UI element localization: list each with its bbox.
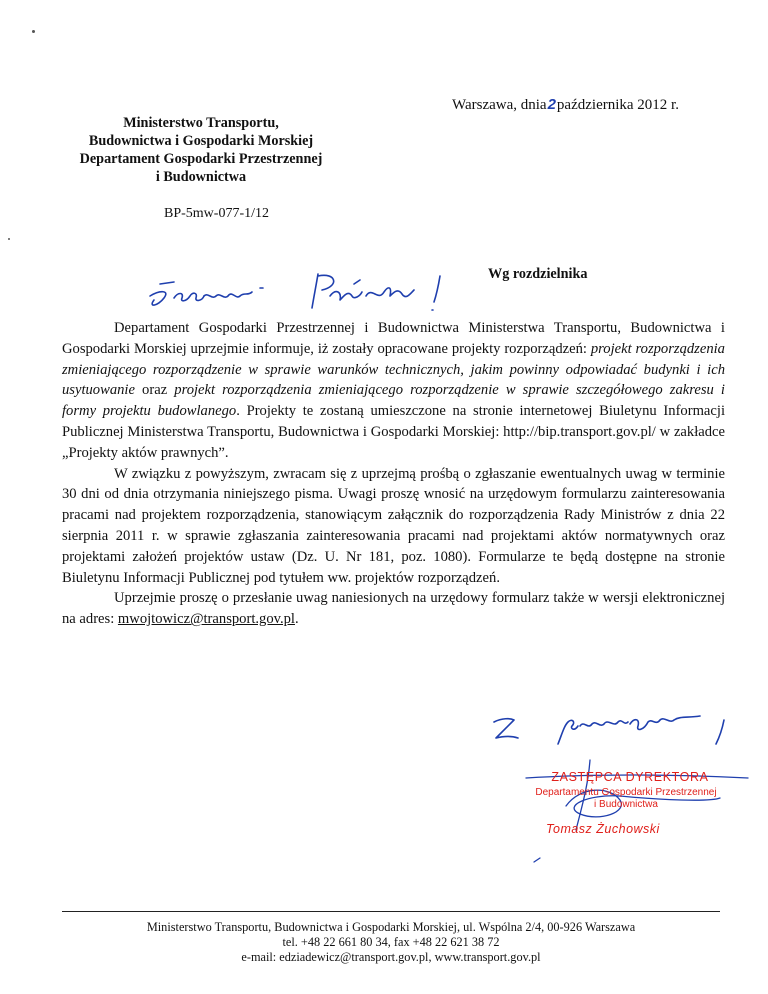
stamp-dept-line-2: i Budownictwa	[594, 799, 658, 810]
handwritten-greeting	[140, 266, 470, 316]
stamp-dept-line-1: Departamentu Gospodarki Przestrzennej	[535, 787, 717, 798]
sender-line-2: Budownictwa i Gospodarki Morskiej	[88, 133, 314, 149]
sender-line-3: Departament Gospodarki Przestrzennej	[79, 151, 323, 167]
body-p1-text-b: oraz	[134, 382, 175, 399]
email-link[interactable]: mwojtowicz@transport.gov.pl	[117, 611, 295, 628]
footer-line-2: tel. +48 22 661 80 34, fax +48 22 621 38 72	[282, 935, 500, 949]
body-paragraph-2: W związku z powyższym, zwracam się z uprzejmą prośbą o zgłaszanie ewentualnych uwag w terminie 30 dni od dnia otrzymania niniejszego pisma. Uwagi proszę wnosić na urzędowym formularzu zainteresowania pracami nad projektem rozporządzenia, stanowiącym załącznik do rozporządzenia Rady Ministrów z dnia 22 sierpnia 2011 r. w sprawie zgłaszania zainteresowania pracami nad projektami aktów normatywnych oraz projektami założeń projektów ustaw (Dz. U. Nr 181, poz. 1080). Formularze te będą dostępne na stronie Biuletynu Informacji Publicznej pod tytułem ww. projektów rozporządzeń.	[62, 465, 725, 586]
stamp-department	[506, 787, 746, 811]
scan-speck	[8, 238, 10, 240]
scan-speck	[32, 30, 35, 33]
addressee: Wg rozdzielnika	[488, 266, 588, 282]
sender-block	[60, 114, 342, 186]
body-p1-text-c: . Projekty te zostaną umieszczone na stronie internetowej Biuletynu Informacji Publicznej Ministerstwa Transportu, Budownictwa i Gospodarki Morskiej: http://bip.transport.gov.pl/ w zakładce „Projekty aktów prawnych”.	[62, 403, 725, 461]
body-p1-text-a: Departament Gospodarki Przestrzennej i Budownictwa Ministerstwa Transportu, Budownictwa i Gospodarki Morskiej uprzejmie informuje, iż zostały opracowane projekty rozporządzeń:	[62, 320, 725, 357]
body-paragraph-1	[62, 318, 725, 464]
body-p3-text-a: Uprzejmie proszę o przesłanie uwag naniesionych na urzędowy formularz także w wersji elektronicznej na adres:	[62, 590, 725, 628]
date-line	[452, 96, 679, 114]
sender-line-1: Ministerstwo Transportu,	[123, 115, 279, 131]
date-suffix: października 2012 r.	[556, 97, 679, 113]
stamp-signatory-name: Tomasz Żuchowski	[546, 822, 660, 836]
letter-body	[62, 318, 725, 630]
body-p1-title-2: projekt rozporządzenia zmieniającego rozporządzenie w sprawie szczegółowego zakresu i formy projektu budowlanego	[62, 382, 725, 420]
body-p1-title-1: projekt rozporządzenia zmieniającego rozporządzenie w sprawie warunków technicznych, jakim powinny odpowiadać budynki i ich usytuowanie	[62, 340, 725, 399]
body-p3-text-b: .	[294, 611, 299, 628]
footer	[62, 920, 720, 965]
handwritten-closing	[488, 708, 740, 748]
date-prefix: Warszawa, dnia	[452, 97, 547, 113]
body-paragraph-3	[62, 588, 725, 630]
reference-number: BP-5mw-077-1/12	[164, 206, 269, 221]
footer-line-3: e-mail: edziadewicz@transport.gov.pl, www.transport.gov.pl	[241, 950, 541, 964]
footer-divider	[62, 911, 720, 912]
footer-line-1: Ministerstwo Transportu, Budownictwa i Gospodarki Morskiej, ul. Wspólna 2/4, 00-926 Warszawa	[146, 920, 636, 934]
date-day-handwritten: 2	[547, 96, 556, 113]
stamp-title: ZASTĘPCA DYREKTORA	[551, 770, 709, 784]
sender-line-4: i Budownictwa	[155, 169, 247, 185]
